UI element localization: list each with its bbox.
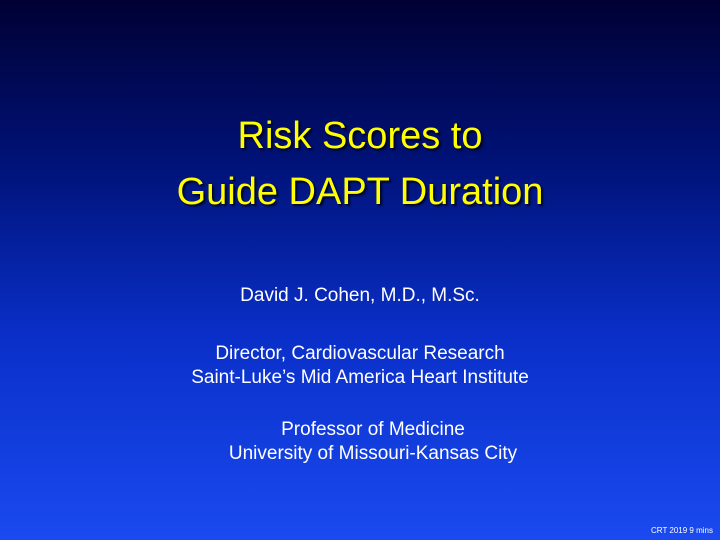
professor-university: University of Missouri-Kansas City (228, 443, 518, 464)
professor-title: Professor of Medicine (281, 419, 465, 440)
slide-title (0, 108, 720, 220)
title-line-1: Risk Scores to (237, 115, 483, 157)
author-name: David J. Cohen, M.D., M.Sc. (240, 285, 480, 306)
director-block (0, 342, 720, 390)
director-title: Director, Cardiovascular Research (215, 343, 505, 364)
title-line-2: Guide DAPT Duration (176, 171, 544, 213)
professor-block (0, 418, 720, 466)
footer-note: CRT 2019 9 mins (651, 526, 713, 535)
director-institute: Saint-Luke’s Mid America Heart Institute (191, 367, 529, 388)
